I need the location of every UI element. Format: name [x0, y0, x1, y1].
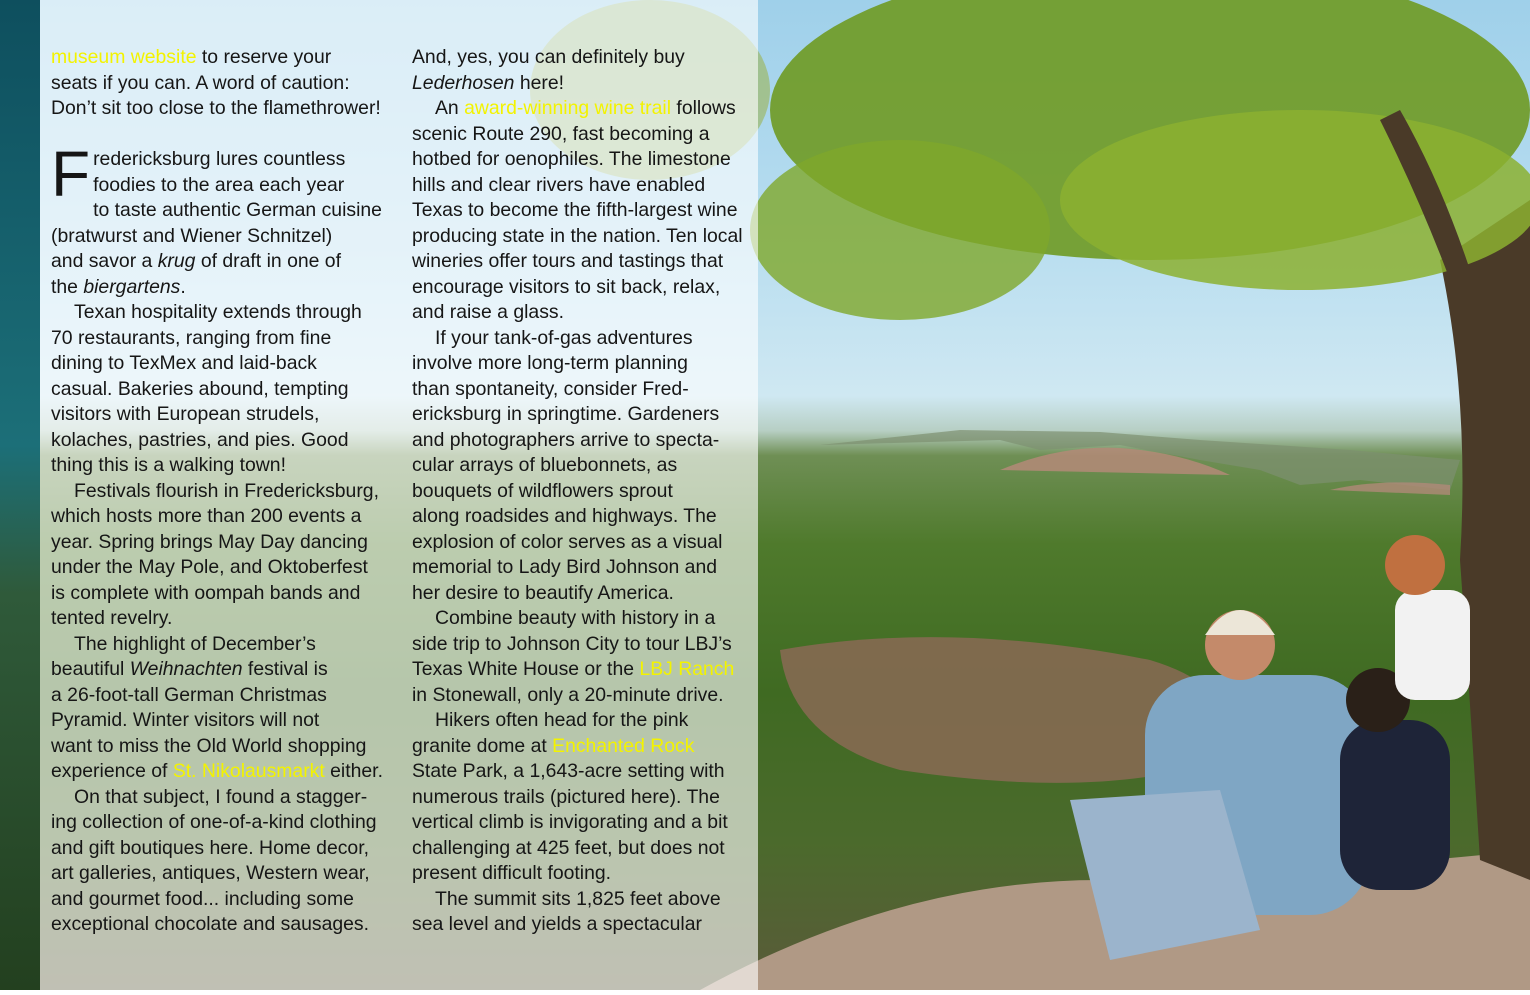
text-segment: in Stonewall, only a 20-minute drive.: [412, 683, 724, 706]
text-line: [412, 530, 743, 556]
text-line: [412, 249, 743, 275]
text-segment: under the May Pole, and Oktoberfest: [51, 556, 368, 578]
text-segment: to reserve your: [196, 46, 332, 68]
text-segment: is complete with oompah bands and: [51, 581, 361, 604]
text-segment: present difficult footing.: [412, 862, 612, 884]
text-line: [51, 173, 383, 199]
article-column-left: [51, 45, 383, 938]
article-link[interactable]: LBJ Ranch: [639, 658, 735, 680]
text-line: [51, 351, 383, 377]
text-segment: (bratwurst and Wiener Schnitzel): [51, 224, 333, 247]
text-line: [412, 887, 743, 913]
text-line: [51, 555, 383, 581]
text-segment: hills and clear rivers have enabled: [412, 173, 706, 196]
text-segment: Combine beauty with history in a: [435, 607, 716, 629]
text-segment: casual. Bakeries abound, tempting: [51, 377, 349, 400]
text-line: [51, 708, 383, 734]
text-line: [51, 402, 383, 428]
text-line: [412, 45, 743, 71]
text-segment: visitors with European strudels,: [51, 403, 320, 425]
text-line: [412, 785, 743, 811]
text-segment: the: [51, 275, 84, 298]
text-line: [412, 300, 743, 326]
text-segment: vertical climb is invigorating and a bit: [412, 811, 728, 833]
text-line: [412, 479, 743, 505]
article-link[interactable]: Enchanted Rock: [552, 734, 695, 757]
text-line: [51, 45, 383, 71]
article-column-right: [412, 45, 743, 938]
text-segment: either.: [324, 760, 383, 782]
text-segment: seats if you can. A word of caution:: [51, 71, 350, 94]
text-segment: Texas to become the fifth-largest wine: [412, 199, 738, 221]
text-segment: explosion of color serves as a visual: [412, 530, 723, 553]
text-line: [51, 198, 383, 224]
text-segment: exceptional chocolate and sausages.: [51, 913, 370, 935]
text-line: [51, 453, 383, 479]
text-segment: to taste authentic German cuisine: [93, 199, 382, 221]
text-segment: festival is: [242, 658, 328, 680]
text-line: [51, 734, 383, 760]
text-segment: and gourmet food... including some: [51, 887, 354, 910]
text-line: [51, 581, 383, 607]
text-segment: art galleries, antiques, Western wear,: [51, 862, 370, 884]
text-segment: and photographers arrive to specta-: [412, 428, 720, 451]
text-line: [51, 785, 383, 811]
text-segment: If your tank-of-gas adventures: [435, 326, 693, 349]
text-line: [412, 351, 743, 377]
text-line: [51, 606, 383, 632]
text-segment: of draft in one of: [195, 250, 341, 272]
text-line: [412, 428, 743, 454]
text-segment: cular arrays of bluebonnets, as: [412, 454, 678, 476]
left-edge-strip: [0, 0, 40, 990]
text-segment: The summit sits 1,825 feet above: [435, 887, 721, 910]
text-segment: thing this is a walking town!: [51, 454, 286, 476]
text-segment: along roadsides and highways. The: [412, 505, 717, 527]
text-line: [412, 275, 743, 301]
text-segment: ericksburg in springtime. Gardeners: [412, 403, 720, 425]
text-segment: granite dome at: [412, 734, 553, 757]
text-line: [412, 734, 743, 760]
text-line: [51, 887, 383, 913]
text-line: [412, 71, 743, 97]
italic-text: krug: [157, 250, 196, 272]
italic-text: biergartens: [83, 275, 181, 298]
text-line: [51, 504, 383, 530]
text-line: [51, 428, 383, 454]
italic-text: Weihnachten: [129, 658, 243, 680]
text-segment: State Park, a 1,643-acre setting with: [412, 760, 725, 782]
text-line: [51, 377, 383, 403]
text-segment: tented revelry.: [51, 607, 173, 629]
text-line: [51, 861, 383, 887]
text-segment: An: [435, 97, 465, 119]
text-segment: beautiful: [51, 658, 130, 680]
text-line: [412, 147, 743, 173]
text-line: [412, 377, 743, 403]
text-segment: And, yes, you can definitely buy: [412, 46, 685, 68]
drop-cap: F: [51, 138, 91, 210]
text-line: [51, 275, 383, 301]
text-line: [51, 479, 383, 505]
text-segment: than spontaneity, consider Fred-: [412, 377, 689, 400]
text-segment: foodies to the area each year: [93, 173, 345, 196]
text-line: [412, 198, 743, 224]
text-segment: Hikers often head for the pink: [435, 709, 689, 731]
text-line: [51, 683, 383, 709]
text-line: [51, 300, 383, 326]
text-line: [51, 326, 383, 352]
text-line: [412, 504, 743, 530]
text-segment: a 26-foot-tall German Christmas: [51, 683, 327, 706]
text-line: [412, 555, 743, 581]
text-line: [412, 122, 743, 148]
article-link[interactable]: St. Nikolausmarkt: [172, 760, 325, 782]
article-link[interactable]: museum website: [51, 46, 197, 68]
text-segment: experience of: [51, 760, 173, 782]
text-line: [412, 657, 743, 683]
text-line: [412, 836, 743, 862]
text-segment: follows: [671, 97, 736, 119]
text-line: [412, 173, 743, 199]
text-line: [51, 810, 383, 836]
text-segment: her desire to beautify America.: [412, 581, 674, 604]
text-line: [412, 402, 743, 428]
text-segment: want to miss the Old World shopping: [51, 734, 367, 757]
text-segment: and gift boutiques here. Home decor,: [51, 836, 369, 859]
text-segment: ing collection of one-of-a-kind clothing: [51, 811, 377, 833]
text-segment: Texas White House or the: [412, 658, 640, 680]
text-line: [51, 836, 383, 862]
text-segment: Festivals flourish in Fredericksburg,: [74, 479, 379, 502]
text-line: [51, 530, 383, 556]
text-line: [51, 122, 383, 148]
text-segment: memorial to Lady Bird Johnson and: [412, 556, 718, 578]
text-segment: year. Spring brings May Day dancing: [51, 530, 368, 553]
text-segment: challenging at 425 feet, but does not: [412, 836, 725, 859]
text-segment: and raise a glass.: [412, 301, 564, 323]
text-line: [412, 632, 743, 658]
text-line: [412, 810, 743, 836]
text-segment: here!: [514, 71, 565, 94]
text-segment: The highlight of December’s: [74, 632, 316, 655]
text-segment: which hosts more than 200 events a: [51, 505, 362, 527]
text-line: [51, 224, 383, 250]
text-line: [412, 759, 743, 785]
text-segment: sea level and yields a spectacular: [412, 913, 702, 935]
text-segment: bouquets of wildflowers sprout: [412, 479, 673, 502]
text-segment: dining to TexMex and laid-back: [51, 352, 317, 374]
text-line: [51, 249, 383, 275]
text-segment: redericksburg lures countless: [93, 148, 346, 170]
text-line: [51, 96, 383, 122]
text-segment: numerous trails (pictured here). The: [412, 785, 720, 808]
text-segment: Don’t sit too close to the flamethrower!: [51, 97, 381, 119]
text-line: [412, 708, 743, 734]
text-segment: kolaches, pastries, and pies. Good: [51, 428, 349, 451]
text-segment: encourage visitors to sit back, relax,: [412, 275, 721, 298]
text-line: [51, 632, 383, 658]
text-line: [412, 861, 743, 887]
text-segment: involve more long-term planning: [412, 352, 688, 374]
text-segment: side trip to Johnson City to tour LBJ’s: [412, 632, 732, 655]
text-segment: hotbed for oenophiles. The limestone: [412, 148, 731, 170]
text-segment: wineries offer tours and tastings that: [412, 250, 724, 272]
text-line: [412, 326, 743, 352]
text-line: [412, 224, 743, 250]
text-line: [412, 683, 743, 709]
text-line: [51, 71, 383, 97]
text-segment: On that subject, I found a stagger-: [74, 785, 368, 808]
article-link[interactable]: award-winning wine trail: [464, 97, 672, 119]
text-segment: .: [180, 275, 186, 298]
text-line: [412, 96, 743, 122]
text-segment: 70 restaurants, ranging from fine: [51, 326, 332, 349]
text-line: [412, 581, 743, 607]
text-segment: Pyramid. Winter visitors will not: [51, 709, 320, 731]
text-line: [51, 912, 383, 938]
text-segment: and savor a: [51, 250, 158, 272]
text-segment: Texan hospitality extends through: [74, 301, 362, 323]
text-segment: producing state in the nation. Ten local: [412, 224, 743, 247]
italic-text: Lederhosen: [412, 71, 515, 94]
text-line: [412, 912, 743, 938]
text-segment: scenic Route 290, fast becoming a: [412, 122, 710, 145]
text-line: [51, 657, 383, 683]
text-line: [412, 453, 743, 479]
text-line: [412, 606, 743, 632]
text-line: [51, 759, 383, 785]
